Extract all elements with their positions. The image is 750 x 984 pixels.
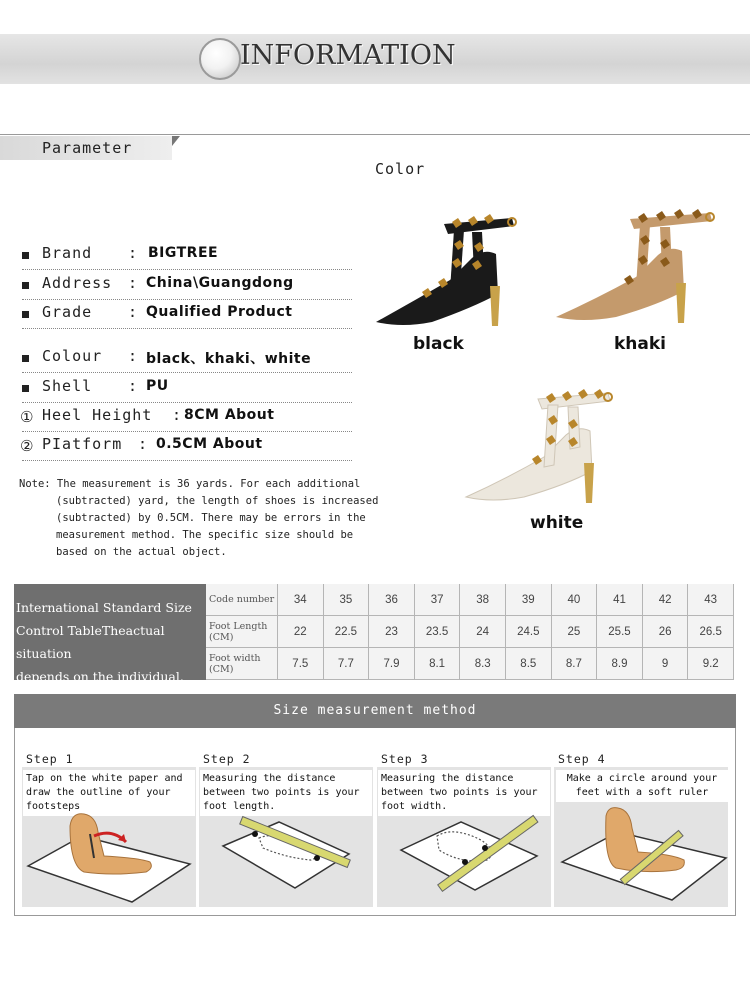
shoe-khaki-heel	[676, 283, 686, 323]
size-table-cell: 37	[415, 584, 461, 616]
spec-label: Shell	[42, 377, 93, 395]
step-1-title: Step 1	[26, 752, 74, 766]
bullet-icon	[22, 355, 29, 362]
size-table-cell: 36	[369, 584, 415, 616]
note-line: measurement method. The specific size should be	[56, 529, 354, 541]
size-table-cell: 34	[278, 584, 324, 616]
circled-one-icon: ①	[20, 408, 34, 426]
size-table-cell: 41	[597, 584, 643, 616]
size-table-cell: 7.7	[324, 648, 370, 680]
size-table-cell: 8.9	[597, 648, 643, 680]
size-table-cell: 26.5	[688, 616, 734, 648]
spec-label: Colour	[42, 347, 103, 365]
size-table-cell: 7.5	[278, 648, 324, 680]
spec-row-shell	[22, 377, 352, 403]
step-4-title: Step 4	[558, 752, 606, 766]
size-table-cell: 35	[324, 584, 370, 616]
step-1-illustration	[22, 806, 196, 906]
size-table-cell: 22.5	[324, 616, 370, 648]
spec-row-platform	[22, 435, 352, 461]
spec-row-heel-height	[22, 406, 352, 432]
size-table-cell: 26	[643, 616, 689, 648]
parameter-tab-label: Parameter	[42, 139, 133, 157]
spec-value: China\Guangdong	[146, 275, 294, 291]
step-1-description: Tap on the white paper and draw the outline of your footsteps	[23, 770, 195, 816]
shoe-caption-khaki: khaki	[614, 334, 667, 354]
size-table-cell: 40	[552, 584, 598, 616]
spec-separator: :	[128, 303, 139, 321]
size-table-cell: 24.5	[506, 616, 552, 648]
size-table-cell: 25	[552, 616, 598, 648]
bullet-icon	[22, 311, 29, 318]
measurement-title: Size measurement method	[273, 703, 477, 718]
note-line: (subtracted) yard, the length of shoes is increased	[56, 495, 379, 507]
shoe-white-heel	[584, 463, 594, 503]
size-table-cell: 25.5	[597, 616, 643, 648]
page-title: INFORMATION	[240, 40, 456, 71]
size-table-note	[16, 596, 206, 688]
spec-separator: :	[128, 244, 139, 262]
spec-value: Qualified Product	[146, 304, 293, 320]
parameter-tab-notch	[172, 136, 180, 146]
size-table-cell: 8.3	[460, 648, 506, 680]
size-table-row-label: Code number	[206, 584, 278, 616]
spec-value: 8CM About	[184, 407, 275, 423]
spec-separator: :	[138, 435, 149, 453]
circled-two-icon: ②	[20, 437, 34, 455]
size-table-cell: 8.1	[415, 648, 461, 680]
spec-value: PU	[146, 378, 169, 394]
shoe-caption-white: white	[530, 513, 584, 533]
step-2-point-b	[314, 855, 320, 861]
spec-value: BIGTREE	[148, 245, 219, 261]
banner-circle-icon	[199, 38, 241, 80]
spec-separator: :	[128, 347, 139, 365]
shoe-khaki-image	[552, 205, 732, 325]
step-4-illustration	[554, 806, 728, 906]
shoe-black-image	[372, 210, 522, 330]
parameter-divider	[0, 134, 750, 135]
step-3-point-a	[462, 859, 468, 865]
size-table-cell: 38	[460, 584, 506, 616]
step-2-point-a	[252, 831, 258, 837]
spec-value: 0.5CM About	[156, 436, 263, 452]
spec-row-grade	[22, 303, 352, 329]
size-table-cell: 9.2	[688, 648, 734, 680]
size-table-row-label: Foot Length (CM)	[206, 616, 278, 648]
spec-row-address	[22, 274, 352, 300]
spec-label: Address	[42, 274, 113, 292]
size-table-cell: 42	[643, 584, 689, 616]
size-table-cell: 8.5	[506, 648, 552, 680]
note-line: based on the actual object.	[56, 546, 227, 558]
spec-label: Heel Height	[42, 406, 153, 424]
bullet-icon	[22, 385, 29, 392]
spec-separator: :	[172, 406, 183, 424]
shoe-black-heel	[490, 286, 500, 326]
size-table-cell: 8.7	[552, 648, 598, 680]
size-table-cell: 22	[278, 616, 324, 648]
spec-separator: :	[128, 377, 139, 395]
size-table-cell: 9	[643, 648, 689, 680]
step-2-description: Measuring the distance between two points is your foot length.	[200, 770, 372, 816]
note-line: (subtracted) by 0.5CM. There may be errors in the	[56, 512, 366, 524]
step-3-illustration	[377, 806, 551, 906]
spec-separator: :	[128, 274, 139, 292]
size-table-cell: 23	[369, 616, 415, 648]
size-table-row-label: Foot width (CM)	[206, 648, 278, 680]
note-line: Note: The measurement is 36 yards. For each additional	[19, 478, 361, 490]
step-4-description: Make a circle around your feet with a soft ruler	[556, 770, 728, 802]
spec-label: PIatform	[42, 435, 123, 453]
size-table-cell: 39	[506, 584, 552, 616]
step-2-illustration	[199, 806, 373, 906]
spec-value: black、khaki、white	[146, 351, 312, 367]
bullet-icon	[22, 282, 29, 289]
size-table-cell: 7.9	[369, 648, 415, 680]
size-table-note-line: Control TableTheactual situation	[16, 623, 165, 661]
size-table-note-line: depends on the individual.	[16, 669, 184, 684]
bullet-icon	[22, 252, 29, 259]
size-note	[19, 476, 379, 561]
spec-label: Brand	[42, 244, 93, 262]
spec-row-brand	[22, 244, 352, 270]
size-table-cell: 23.5	[415, 616, 461, 648]
size-table-cell: 43	[688, 584, 734, 616]
step-2-title: Step 2	[203, 752, 251, 766]
size-table-cell: 24	[460, 616, 506, 648]
shoe-white-image	[462, 385, 622, 505]
color-heading: Color	[375, 160, 426, 178]
spec-row-colour	[22, 347, 352, 373]
shoe-caption-black: black	[413, 334, 464, 354]
step-3-point-b	[482, 845, 488, 851]
spec-label: Grade	[42, 303, 93, 321]
step-3-title: Step 3	[381, 752, 429, 766]
size-table-note-line: International Standard Size	[16, 600, 192, 615]
step-3-description: Measuring the distance between two points is your foot width.	[378, 770, 550, 816]
